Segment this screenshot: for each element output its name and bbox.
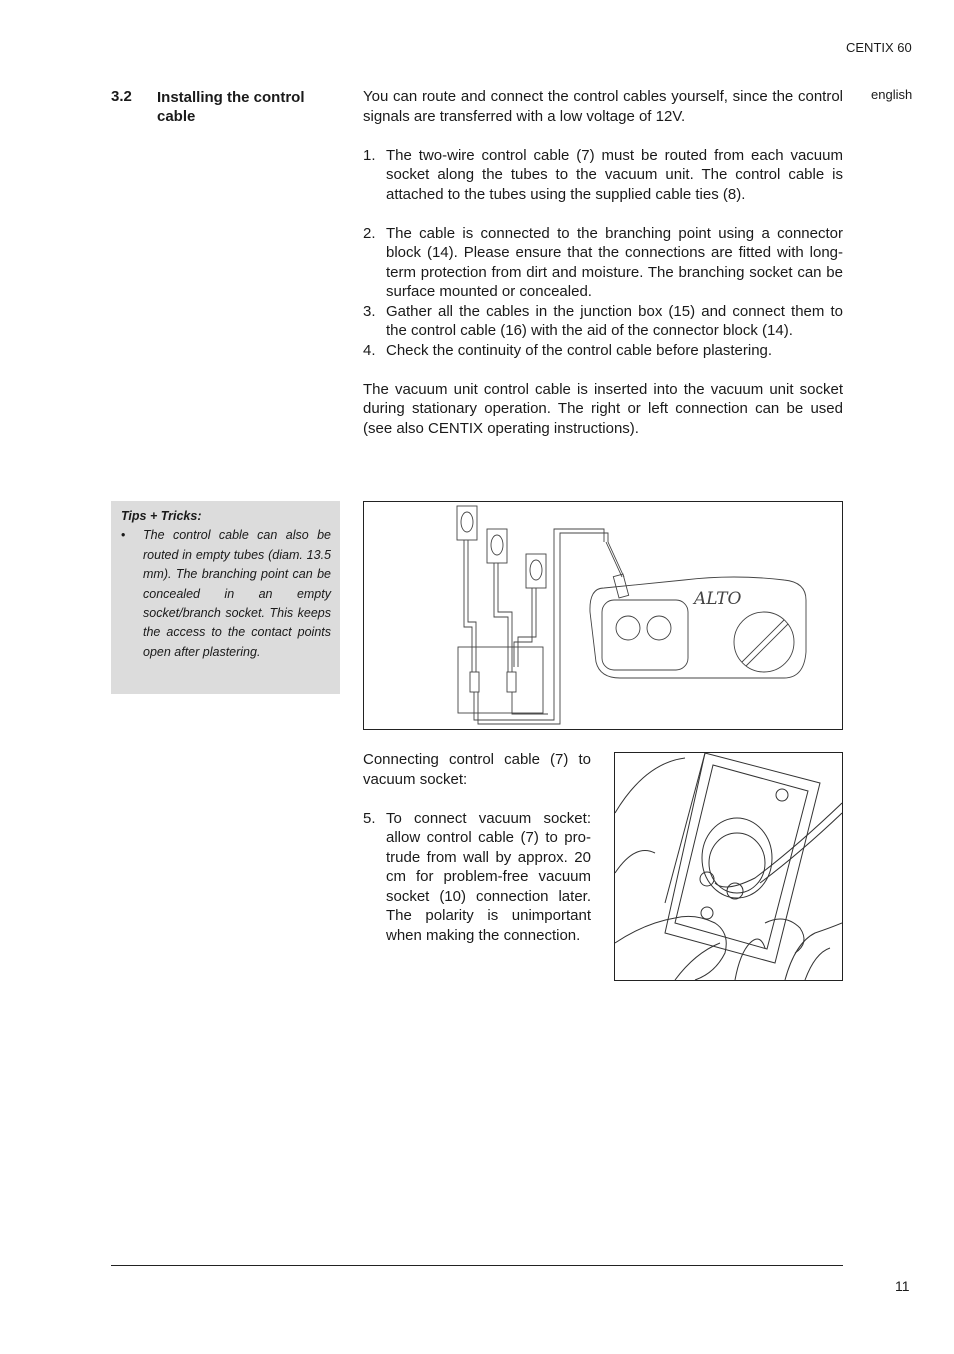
tips-text: The control cable can also be routed in empty tubes (diam. 13.5 mm). The branching point can be concealed in an empty socket/branch socket. This keeps the access to the contact points open after plastering. (143, 528, 331, 659)
main-text (363, 87, 843, 438)
step-number: 2. (363, 224, 376, 242)
tips-title: Tips + Tricks: (121, 509, 202, 523)
product-name: CENTIX 60 (846, 40, 912, 55)
hand-socket-drawing (615, 753, 842, 980)
step-number: 3. (363, 302, 376, 320)
connecting-caption: Connecting control cable (7) to vacuum socket: (363, 751, 591, 788)
tips-box (111, 501, 340, 694)
step-text: Gather all the cables in the junction box (15) and connect them to the control cable (16) with the aid of the connector block (14). (386, 302, 843, 339)
connecting-text (363, 750, 591, 945)
intro-paragraph: You can route and connect the control cables yourself, since the control signals are transferred with a low voltage of 12V. (363, 88, 843, 125)
step-text: Check the continuity of the control cable before plastering. (386, 341, 773, 359)
page-number: 11 (895, 1278, 910, 1294)
list-item (363, 146, 843, 205)
step-text: The cable is connected to the branching point using a connector block (14). Please ensure that the connections are fitted with long-term protection from dirt and moisture. The branching socket can be surface mounted or concealed. (386, 224, 843, 300)
step-number: 4. (363, 341, 376, 359)
closing-paragraph: The vacuum unit control cable is inserted into the vacuum unit socket during stationary operation. The right or left connection can be used (see also CENTIX operating instructions). (363, 380, 843, 437)
section-number: 3.2 (111, 88, 132, 105)
wiring-diagram-illustration (364, 502, 842, 729)
list-item (363, 302, 843, 341)
footer-rule (111, 1265, 843, 1266)
list-item (363, 809, 591, 946)
socket-connection-illustration (614, 752, 843, 981)
bullet-icon: • (121, 528, 126, 543)
wiring-diagram (363, 501, 843, 730)
language-label: english (871, 87, 913, 102)
step-number: 1. (363, 146, 376, 164)
alto-logo: ALTO (694, 589, 742, 609)
list-item (363, 224, 843, 302)
list-item (363, 341, 843, 361)
step-number: 5. (363, 809, 376, 827)
step-text: To connect vacuum socket: allow control cable (7) to protrude from wall by approx. 20 cm for problem-free vacuum socket (10) connection later. The polarity is unimportant when making the connection. (386, 809, 591, 944)
section-title: Installing the control cable (157, 89, 305, 125)
step-text: The two-wire control cable (7) must be routed from each vacuum socket along the tubes to the vacuum unit. The control cable is attached to the tubes using the supplied cable ties (8). (386, 146, 843, 203)
